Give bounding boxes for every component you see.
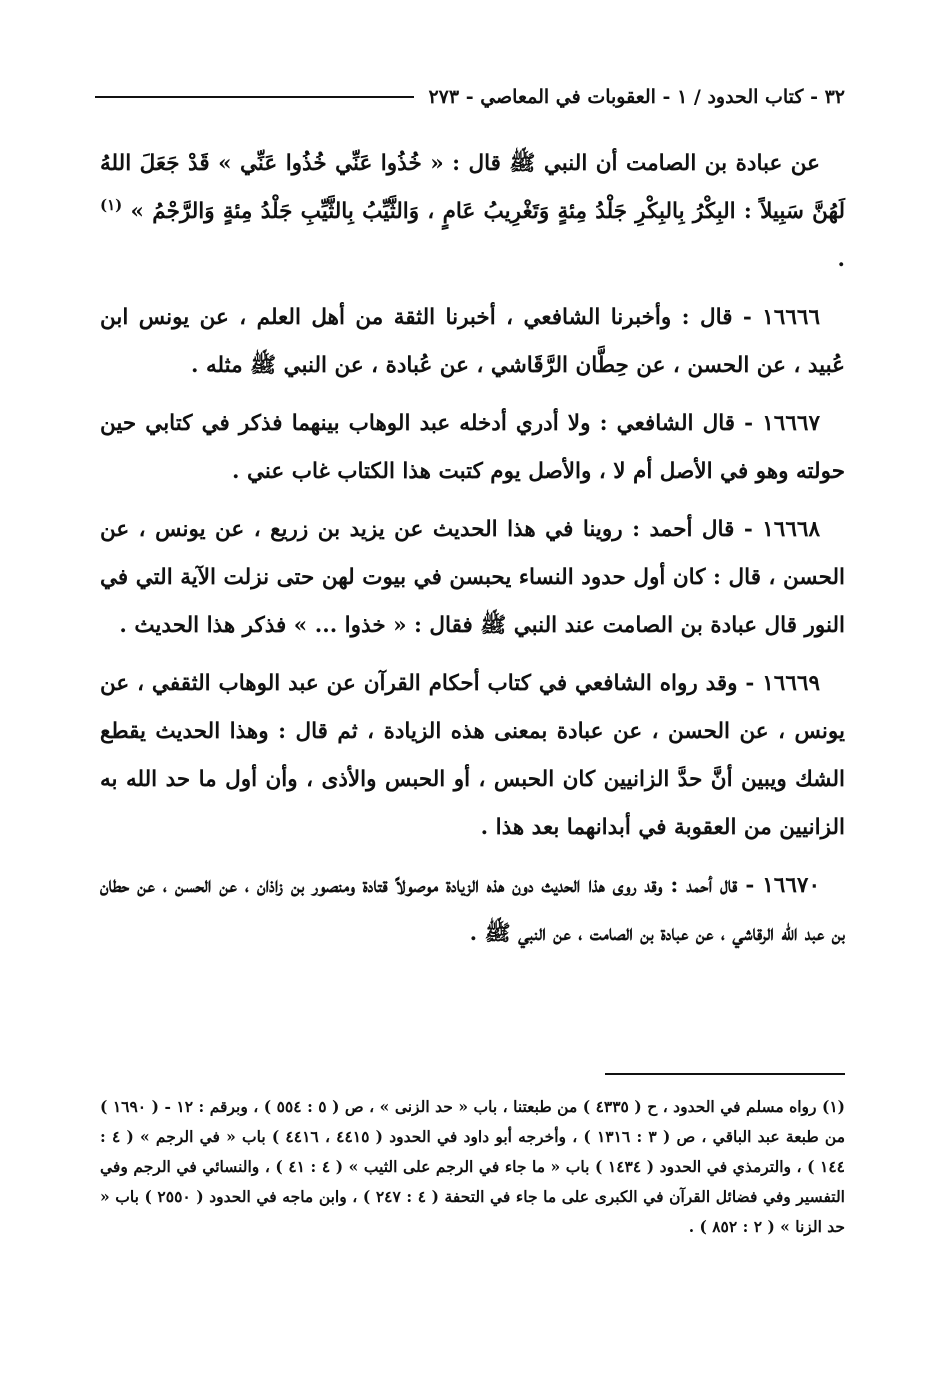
running-header <box>95 82 845 112</box>
hadith-paragraph <box>100 660 845 852</box>
hadith-text: - قال أحمد : روينا في هذا الحديث عن يزيد بن زريع ، عن يونس ، عن الحسن ، قال : كان أول حدود النساء يحبسن في بيوت لهن حتى نزلت الآية التي في النور قال عبادة بن الصامت عند النبي ﷺ فقال : « خذوا ... » فذكر هذا الحديث . <box>100 517 845 638</box>
hadith-text: - قال أحمد : وقد روى هذا الحديث دون هذه الزيادة موصولاً قتادة ومنصور بن زاذان ، عن الحسن ، عن حطان بن عبد الله الرقاشي ، عن عبادة بن الصامت ، عن النبي ﷺ . <box>100 873 845 946</box>
hadith-number: ١٦٦٦٨ <box>762 517 820 542</box>
hadith-number: ١٦٦٦٩ <box>762 671 820 696</box>
hadith-text: - قال : وأخبرنا الشافعي ، أخبرنا الثقة من أهل العلم ، عن يونس ابن عُبيد ، عن الحسن ، عن حِطَّان الرَّقَاشي ، عن عُبادة ، عن النبي ﷺ مثله . <box>100 305 845 378</box>
footnote-text: (١) رواه مسلم في الحدود ، ح ( ٤٣٣٥ ) من طبعتنا ، باب « حد الزنى » ، ص ( ٥ : ٥٥٤ ) ، وبرقم : ١٢ - ( ١٦٩٠ ) من طبعة عبد الباقي ، ص ( ٣ : ١٣١٦ ) ، وأخرجه أبو داود في الحدود ( ٤٤١٥ ، ٤٤١٦ ) باب « في الرجم » ( ٤ : ١٤٤ ) ، والترمذي في الحدود ( ١٤٣٤ ) باب « ما جاء في الرجم على الثيب » ( ٤ : ٤١ ) ، والنسائي في الرجم وفي التفسير وفي فضائل القرآن في الكبرى على ما جاء في التحفة ( ٤ : ٢٤٧ ) ، وابن ماجه في الحدود ( ٢٥٥٠ ) باب « حد الزنا » ( ٢ : ٨٥٢ ) . <box>100 1097 846 1236</box>
hadith-number: ١٦٦٦٦ <box>762 305 820 330</box>
hadith-number: ١٦٦٦٧ <box>762 411 820 436</box>
footnote <box>100 1092 845 1242</box>
hadith-text: - وقد رواه الشافعي في كتاب أحكام القرآن عن عبد الوهاب الثقفي ، عن يونس ، عن الحسن ، عن عبادة بمعنى هذه الزيادة ، ثم قال : وهذا الحديث يقطع الشك ويبين أنَّ حدَّ الزانيين كان الحبس ، أو الحبس والأذى ، وأن أول ما حد الله به الزانيين من العقوبة في أبدانهما بعد هذا . <box>100 671 845 840</box>
header-title: ٣٢ - كتاب الحدود / ١ - العقوبات في المعاصي - ٢٧٣ <box>428 86 845 108</box>
intro-end: . <box>837 247 845 272</box>
hadith-paragraph <box>100 506 845 650</box>
footnote-rule <box>605 1073 845 1075</box>
intro-paragraph <box>100 140 845 284</box>
hadith-paragraph <box>100 294 845 390</box>
hadith-paragraph <box>100 400 845 496</box>
intro-text: عن عبادة بن الصامت أن النبي ﷺ قال : « خُذُوا عَنِّي خُذُوا عَنِّي » قَدْ جَعَلَ اللهُ لَهُنَّ سَبِيلاً : البِكْرُ بِالبِكْرِ جَلْدُ مِئةٍ وَتَغْرِيبُ عَامٍ ، وَالثَّيِّبُ بِالثَّيِّبِ جَلْدُ مِئةٍ وَالرَّجْمُ » <box>100 151 845 224</box>
hadith-number: ١٦٦٧٠ <box>762 873 820 898</box>
hadith-text: - قال الشافعي : ولا أدري أدخله عبد الوهاب بينهما فذكر في كتابي حين حولته وهو في الأصل أم لا ، والأصل يوم كتبت هذا الكتاب غاب عني . <box>100 411 845 484</box>
footnote-marker: (١) <box>100 195 123 214</box>
header-rule <box>95 96 414 98</box>
main-text <box>100 140 845 968</box>
hadith-paragraph <box>100 862 845 958</box>
